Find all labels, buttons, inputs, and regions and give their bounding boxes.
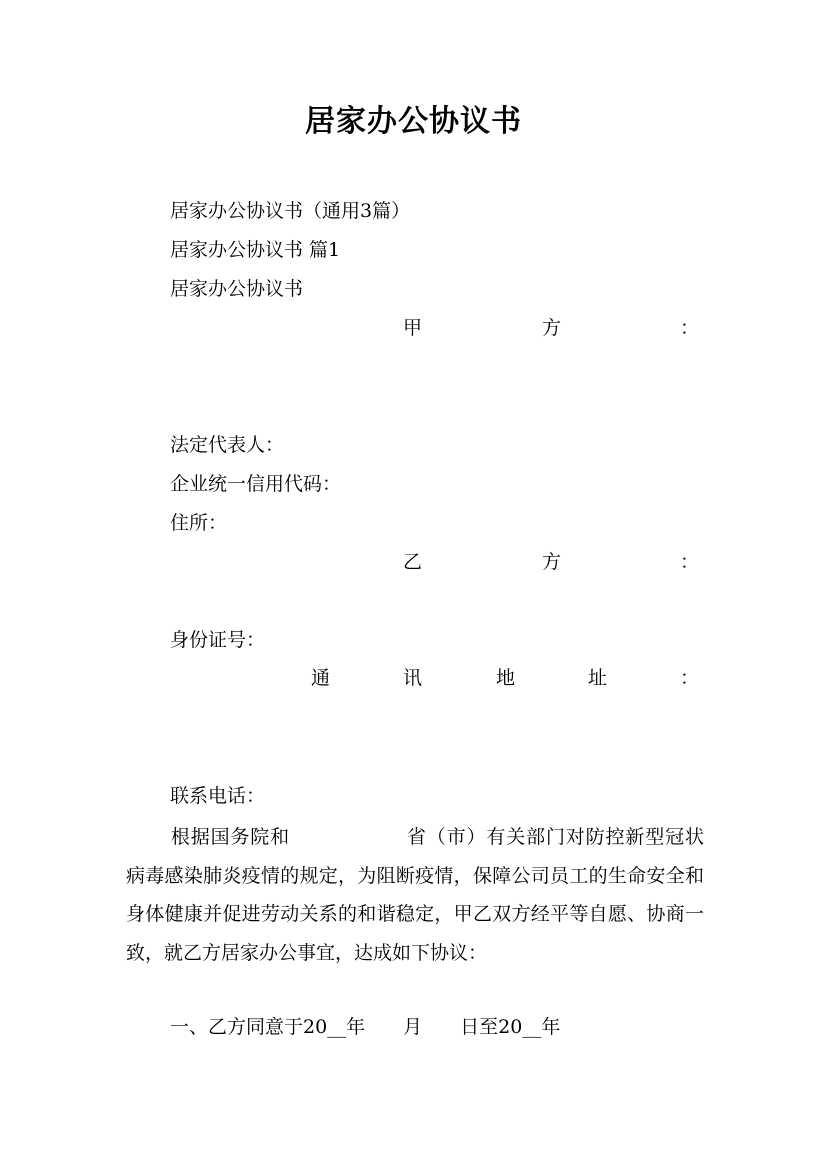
paragraph-part2: 省（市）有关部门对防控新型冠状病毒感染肺炎疫情的规定，为阻断疫情，保障公司员工的生命安全和身体健康并促进劳动关系的和谐稳定，甲乙双方经平等自愿、协商一致，就乙方居家办公事宜，达成如下协议：	[126, 826, 704, 965]
clause-one: 一、乙方同意于20__年 月 日至20__年	[170, 1016, 561, 1038]
party-a-line	[0, 314, 827, 342]
party-a-char2: 方	[542, 317, 562, 339]
party-a-colon: ：	[680, 317, 700, 339]
party-b-char2: 方	[542, 551, 562, 573]
doc-name-line: 居家办公协议书	[170, 278, 304, 300]
address-line	[0, 664, 827, 692]
phone-label: 联系电话：	[170, 785, 266, 807]
subtitle-line: 居家办公协议书（通用3篇）	[170, 200, 411, 222]
party-a-char1: 甲	[403, 317, 423, 339]
legal-representative-label: 法定代表人：	[170, 434, 285, 456]
address-char1: 通	[311, 667, 331, 689]
residence-label: 住所：	[170, 512, 228, 534]
address-colon: ：	[680, 667, 700, 689]
address-char3: 地	[496, 667, 516, 689]
paragraph-part1: 根据国务院和	[170, 826, 291, 848]
credit-code-label: 企业统一信用代码：	[170, 473, 342, 495]
agreement-paragraph	[126, 818, 704, 973]
party-b-char1: 乙	[403, 551, 423, 573]
address-char4: 址	[588, 667, 608, 689]
document-title: 居家办公协议书	[305, 104, 522, 139]
party-b-line	[0, 548, 827, 576]
id-number-label: 身份证号：	[170, 629, 266, 651]
section-heading: 居家办公协议书 篇1	[170, 239, 341, 261]
party-b-colon: ：	[680, 551, 700, 573]
address-char2: 讯	[403, 667, 423, 689]
